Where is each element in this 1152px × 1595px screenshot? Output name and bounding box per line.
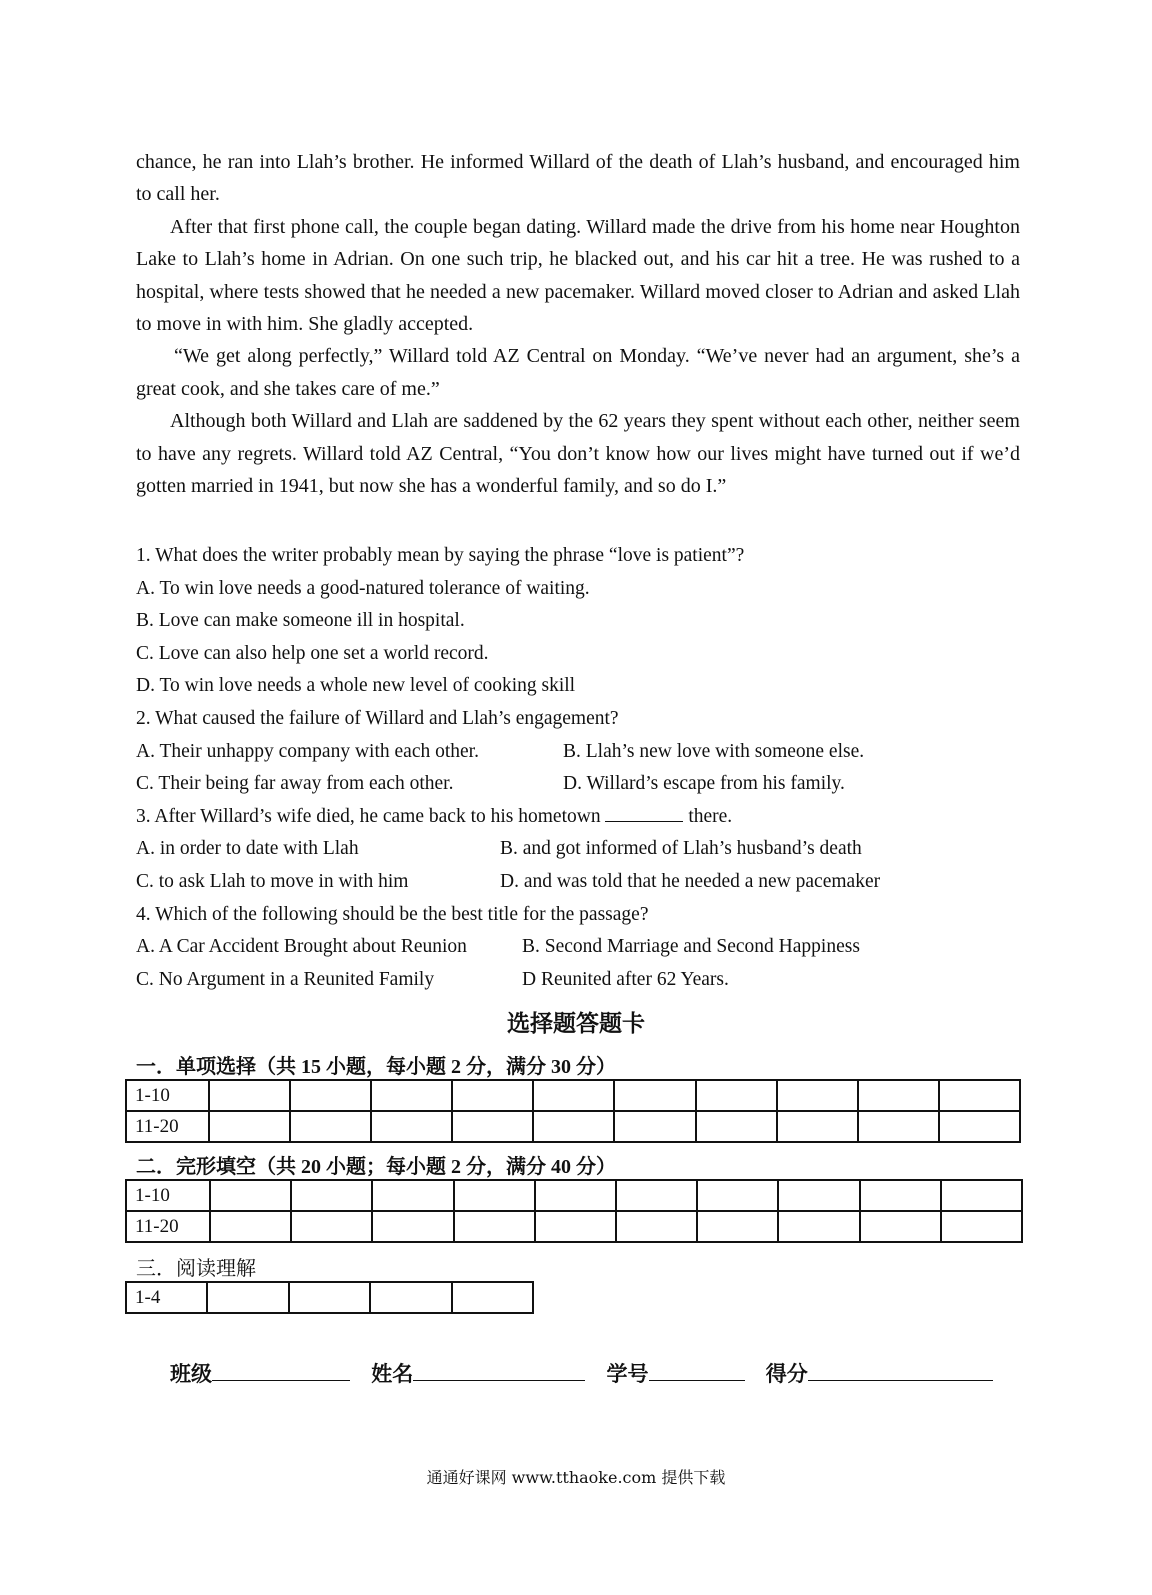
question-3-stem bbox=[136, 801, 1020, 834]
question-3-stem-before: 3. After Willard’s wife died, he came back to his hometown bbox=[136, 805, 601, 827]
question-3-stem-after: there. bbox=[688, 805, 733, 827]
table-row bbox=[126, 1111, 1020, 1142]
table-row bbox=[126, 1080, 1020, 1111]
section-3-heading: 三．阅读理解 bbox=[136, 1258, 256, 1280]
score-field[interactable] bbox=[808, 1358, 993, 1381]
answer-cell[interactable] bbox=[372, 1180, 453, 1211]
question-4-options-row-2 bbox=[136, 964, 1020, 997]
answer-cell[interactable] bbox=[209, 1080, 290, 1111]
question-2-options-row-1 bbox=[136, 736, 1020, 769]
student-info-line bbox=[170, 1358, 993, 1388]
score-label: 得分 bbox=[765, 1362, 808, 1386]
student-id-field[interactable] bbox=[649, 1358, 745, 1381]
student-id-label: 学号 bbox=[606, 1362, 649, 1386]
answer-cell[interactable] bbox=[696, 1111, 777, 1142]
question-4-option-c: C. No Argument in a Reunited Family bbox=[136, 968, 435, 990]
name-label: 姓名 bbox=[371, 1362, 414, 1386]
reading-passage bbox=[136, 146, 1020, 502]
answer-cell[interactable] bbox=[614, 1080, 695, 1111]
answer-cell[interactable] bbox=[614, 1111, 695, 1142]
answer-cell[interactable] bbox=[535, 1211, 616, 1242]
row-label: 11-20 bbox=[126, 1111, 209, 1142]
question-list bbox=[136, 540, 1020, 996]
answer-cell[interactable] bbox=[372, 1211, 453, 1242]
answer-cell[interactable] bbox=[858, 1111, 939, 1142]
answer-cell[interactable] bbox=[209, 1111, 290, 1142]
question-3-options-row-1 bbox=[136, 833, 1020, 866]
question-3-option-a: A. in order to date with Llah bbox=[136, 838, 359, 860]
row-label: 11-20 bbox=[126, 1211, 210, 1242]
answer-cell[interactable] bbox=[454, 1180, 535, 1211]
section-3-answer-grid bbox=[125, 1281, 534, 1314]
answer-cell[interactable] bbox=[616, 1211, 697, 1242]
answer-cell[interactable] bbox=[533, 1080, 614, 1111]
question-1-option-d: D. To win love needs a whole new level of cooking skill bbox=[136, 675, 576, 697]
answer-cell[interactable] bbox=[941, 1180, 1022, 1211]
answer-cell[interactable] bbox=[452, 1111, 533, 1142]
answer-cell[interactable] bbox=[778, 1180, 859, 1211]
section-1-heading: 一．单项选择（共 15 小题，每小题 2 分，满分 30 分） bbox=[136, 1056, 616, 1078]
answer-cell[interactable] bbox=[533, 1111, 614, 1142]
answer-cell[interactable] bbox=[860, 1211, 941, 1242]
answer-cell[interactable] bbox=[291, 1211, 372, 1242]
passage-paragraph-1: chance, he ran into Llah’s brother. He informed Willard of the death of Llah’s husband, and encouraged him to call her. bbox=[136, 151, 1020, 206]
question-3-option-b: B. and got informed of Llah’s husband’s death bbox=[500, 838, 862, 860]
question-1-stem: 1. What does the writer probably mean by saying the phrase “love is patient”? bbox=[136, 545, 745, 566]
question-3-blank bbox=[605, 801, 683, 822]
question-2-option-d: D. Willard’s escape from his family. bbox=[563, 773, 845, 795]
row-label: 1-4 bbox=[126, 1282, 207, 1313]
passage-paragraph-2: After that first phone call, the couple began dating. Willard made the drive from his home near Houghton Lake to Llah’s home in Adrian. On one such trip, he blacked out, and his car hit a tree. He was rushed to a hospital, where tests showed that he needed a new pacemaker. Willard moved closer to Adrian and asked Llah to move in with him. She gladly accepted. bbox=[136, 215, 1020, 336]
answer-cell[interactable] bbox=[452, 1282, 533, 1313]
question-4-option-d: D Reunited after 62 Years. bbox=[522, 968, 729, 990]
answer-cell[interactable] bbox=[371, 1080, 452, 1111]
question-2-stem: 2. What caused the failure of Willard and Llah’s engagement? bbox=[136, 707, 619, 729]
question-1-option-b: B. Love can make someone ill in hospital. bbox=[136, 610, 465, 632]
question-4-stem: 4. Which of the following should be the best title for the passage? bbox=[136, 903, 649, 925]
table-row bbox=[126, 1211, 1022, 1242]
question-4-option-b: B. Second Marriage and Second Happiness bbox=[522, 936, 860, 958]
answer-cell[interactable] bbox=[291, 1180, 372, 1211]
name-field[interactable] bbox=[413, 1358, 585, 1381]
question-2-option-c: C. Their being far away from each other. bbox=[136, 773, 454, 795]
question-3-option-c: C. to ask Llah to move in with him bbox=[136, 870, 409, 892]
question-2-options-row-2 bbox=[136, 768, 1020, 801]
row-label: 1-10 bbox=[126, 1080, 209, 1111]
section-2-answer-grid bbox=[125, 1179, 1023, 1243]
question-2-option-b: B. Llah’s new love with someone else. bbox=[563, 740, 865, 762]
answer-cell[interactable] bbox=[616, 1180, 697, 1211]
answer-card-title: 选择题答题卡 bbox=[507, 1011, 645, 1036]
passage-paragraph-4: Although both Willard and Llah are saddened by the 62 years they spent without each other, neither seem to have any regrets. Willard told AZ Central, “You don’t know how our lives might have turned out if we’d gotten married in 1941, but now she has a wonderful family, and so do I.” bbox=[136, 410, 1020, 498]
question-4-option-a: A. A Car Accident Brought about Reunion bbox=[136, 936, 467, 958]
answer-cell[interactable] bbox=[939, 1111, 1020, 1142]
answer-cell[interactable] bbox=[778, 1211, 859, 1242]
answer-cell[interactable] bbox=[370, 1282, 451, 1313]
answer-cell[interactable] bbox=[696, 1080, 777, 1111]
passage-paragraph-3: “We get along perfectly,” Willard told AZ Central on Monday. “We’ve never had an argument, she’s a great cook, and she takes care of me.” bbox=[136, 345, 1020, 400]
answer-cell[interactable] bbox=[289, 1282, 370, 1313]
answer-cell[interactable] bbox=[860, 1180, 941, 1211]
answer-cell[interactable] bbox=[371, 1111, 452, 1142]
answer-cell[interactable] bbox=[210, 1211, 291, 1242]
row-label: 1-10 bbox=[126, 1180, 210, 1211]
answer-cell[interactable] bbox=[777, 1080, 858, 1111]
class-label: 班级 bbox=[170, 1362, 212, 1386]
answer-cell[interactable] bbox=[858, 1080, 939, 1111]
answer-cell[interactable] bbox=[290, 1111, 371, 1142]
question-4-options-row-1 bbox=[136, 931, 1020, 964]
class-field[interactable] bbox=[212, 1358, 350, 1381]
section-2-heading: 二．完形填空（共 20 小题；每小题 2 分，满分 40 分） bbox=[136, 1156, 616, 1178]
answer-cell[interactable] bbox=[941, 1211, 1022, 1242]
question-2-option-a: A. Their unhappy company with each other. bbox=[136, 740, 479, 762]
answer-cell[interactable] bbox=[207, 1282, 288, 1313]
question-1-option-a: A. To win love needs a good-natured tolerance of waiting. bbox=[136, 577, 590, 599]
answer-cell[interactable] bbox=[939, 1080, 1020, 1111]
answer-cell[interactable] bbox=[535, 1180, 616, 1211]
question-3-options-row-2 bbox=[136, 866, 1020, 899]
answer-cell[interactable] bbox=[290, 1080, 371, 1111]
answer-cell[interactable] bbox=[452, 1080, 533, 1111]
table-row bbox=[126, 1282, 533, 1313]
section-1-answer-grid bbox=[125, 1079, 1021, 1143]
answer-cell[interactable] bbox=[777, 1111, 858, 1142]
answer-cell[interactable] bbox=[454, 1211, 535, 1242]
answer-cell[interactable] bbox=[210, 1180, 291, 1211]
page-footer: 通通好课网 www.tthaoke.com 提供下载 bbox=[426, 1468, 726, 1487]
question-1-option-c: C. Love can also help one set a world record. bbox=[136, 642, 489, 664]
table-row bbox=[126, 1180, 1022, 1211]
answer-cell[interactable] bbox=[697, 1180, 778, 1211]
question-3-option-d: D. and was told that he needed a new pacemaker bbox=[500, 870, 881, 892]
answer-cell[interactable] bbox=[697, 1211, 778, 1242]
